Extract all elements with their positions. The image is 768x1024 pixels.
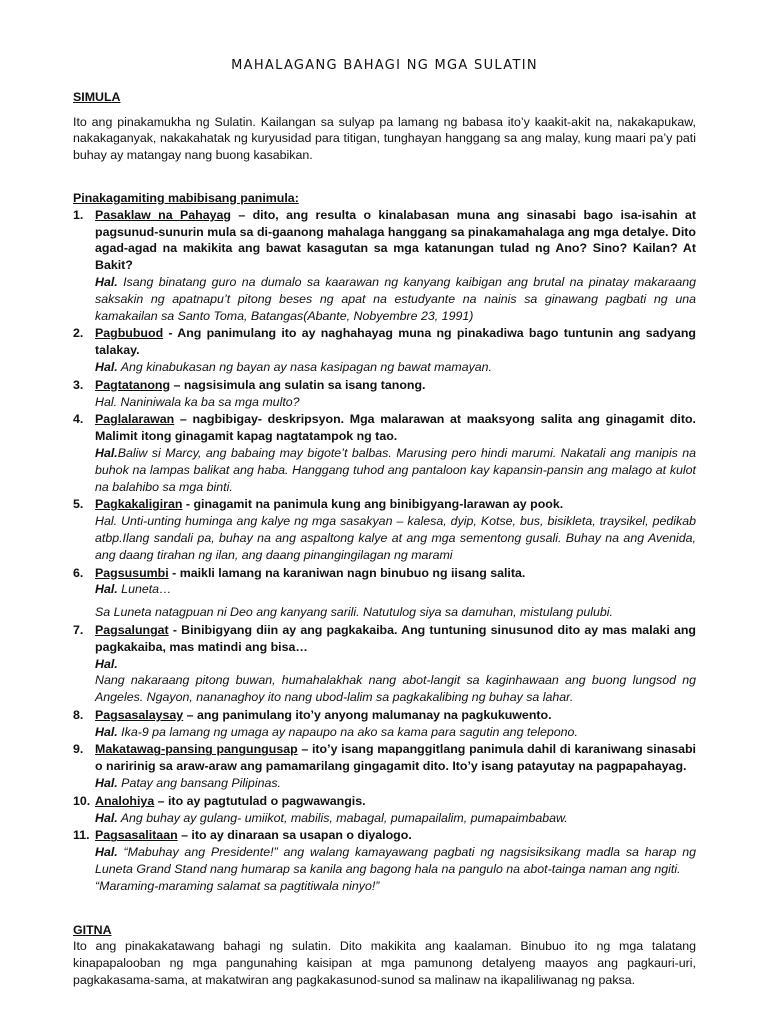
example-label: Hal. xyxy=(95,776,118,791)
list-item xyxy=(73,325,696,375)
item-term: Pagsasalaysay xyxy=(95,707,184,722)
example-label: Hal. xyxy=(95,724,118,739)
item-description: – ito ay pagtutulad o pagwawangis. xyxy=(154,793,366,808)
item-number: 7. xyxy=(73,622,84,637)
panimula-heading: Pinakagamiting mabibisang panimula: xyxy=(73,190,299,205)
example-text: Luneta… xyxy=(117,582,172,597)
example-text: Hal. Naniniwala ka ba sa mga multo? xyxy=(95,394,300,409)
item-term: Pagsusumbi xyxy=(95,565,169,580)
example-label: Hal. xyxy=(95,810,118,825)
item-number: 2. xyxy=(73,326,84,341)
example-text: Ang buhay ay gulang- umiikot, mabilis, mabagal, pumapailalim, pumapaimbabaw. xyxy=(117,810,568,825)
item-term: Pagsasalitaan xyxy=(95,828,178,843)
item-description: - Ang panimulang ito ay naghahayag muna ng pinakadiwa bago tuntunin ang sadyang talakay. xyxy=(95,326,696,358)
item-number: 8. xyxy=(73,707,84,722)
example-label: Hal. xyxy=(95,656,118,671)
item-term: Makatawag-pansing pangungusap xyxy=(95,742,298,757)
example-text: Patay ang bansang Pilipinas. xyxy=(117,776,281,791)
example-text: Ika-9 pa lamang ng umaga ay napaupo na ako sa kama para sagutin ang telepono. xyxy=(117,724,578,739)
item-description: – ito’y isang mapanggitlang panimula dahil di karaniwang sinasabi o naririnig sa araw-araw ang pamamarilang gingagamit dito. Ito’y isang patayutay na pagpapahayag. xyxy=(95,742,696,774)
item-description: - Binibigyang diin ay ang pagkakaiba. Ang tuntuning sinusunod dito ay mas malaki ang pagkakaiba, mas matindi ang bisa… xyxy=(95,622,696,654)
list-item xyxy=(73,707,696,741)
list-item xyxy=(73,411,696,495)
item-number: 9. xyxy=(73,742,84,757)
example-label: Hal. xyxy=(95,274,118,289)
list-item xyxy=(73,622,696,706)
example-text: Ang kinabukasan ng bayan ay nasa kasipagan ng bawat mamayan. xyxy=(117,359,493,374)
gitna-heading: GITNA xyxy=(73,922,112,937)
example-text: Isang binatang guro na dumalo sa kaarawan ng kanyang kaibigan ang brutal na pinatay makaraang saksakin ng apatnapu’t pitong beses ng apat na estudyante na nainis sa ginawang pagbati ng una kamakailan sa Santo Toma, Batangas(Abante, Nobyembre 23, 1991) xyxy=(95,274,696,323)
item-description: – nagbibigay- deskripsyon. Mga malarawan at maaksyong salita ang ginagamit dito. Malimit itong ginagamit kapag nagtatampok ng tao. xyxy=(95,412,696,444)
item-number: 10. xyxy=(73,793,91,808)
example-continuation: Sa Luneta natagpuan ni Deo ang kanyang sarili. Natutulog siya sa damuhan, mistulang pulubi. xyxy=(95,605,613,620)
list-item xyxy=(73,741,696,791)
list-item xyxy=(73,377,696,411)
item-term: Pagtatanong xyxy=(95,377,171,392)
item-number: 11. xyxy=(73,828,90,843)
list-item xyxy=(73,207,696,325)
item-number: 3. xyxy=(73,377,84,392)
example-label: Hal. xyxy=(95,445,118,460)
item-term: Pagkakaligiran xyxy=(95,497,183,512)
example-label: Hal. xyxy=(95,359,118,374)
list-item xyxy=(73,827,696,894)
example-text: Hal. Unti-unting huminga ang kalye ng mga sasakyan – kalesa, dyip, Kotse, bus, bisikleta, traysikel, pedikab atbp.Ilang sandali pa, buhay na ang aspaltong kalye at ang mga sementong gusali. Buhay na ang Avenida, ang daang tirahan ng ilan, ang daang pinangingilagan ng marami xyxy=(95,514,696,562)
example-label: Hal. xyxy=(95,845,118,860)
list-item xyxy=(73,565,696,621)
example-text: Baliw si Marcy, ang babaing may bigote’t balbas. Marusing pero hindi marumi. Nakatali ang manipis na buhok na lampas balikat ang haba. Hanggang tuhod ang pantaloon kay kapansin-pansin ang malago at kulot na balahibo sa mga binti. xyxy=(95,445,696,494)
item-description: – ang panimulang ito’y anyong malumanay na pagkukuwento. xyxy=(183,707,552,722)
item-term: Pasaklaw na Pahayag xyxy=(95,207,231,222)
simula-paragraph: Ito ang pinakamukha ng Sulatin. Kailangan sa sulyap pa lamang ng babasa ito’y kaakit-akit na, nakakapukaw, nakakaganyak, nakakahatak ng kuryusidad para titigan, tunghayan hanggang sa ang malay, kung maari pa’y pati buhay ay matangay nang buong kasabikan. xyxy=(73,114,696,163)
item-description: – nagsisimula ang sulatin sa isang tanong. xyxy=(170,377,426,392)
item-number: 1. xyxy=(73,207,84,222)
list-item xyxy=(73,496,696,563)
item-description: - ginagamit na panimula kung ang binibigyang-larawan ay pook. xyxy=(182,497,564,512)
item-description: – dito, ang resulta o kinalabasan muna ang sinasabi bago isa-isahin at pagsunud-sunurin mula sa di-gaanong mahalaga hanggang sa pinakamahalaga ang mga detalye. Dito agad-agad na makikita ang bawat kasagutan sa mga katanungan tulad ng Ano? Sino? Kailan? At Bakit? xyxy=(95,207,696,273)
item-number: 6. xyxy=(73,565,84,580)
page-title: MAHALAGANG BAHAGI NG MGA SULATIN xyxy=(231,58,538,73)
item-term: Pagsalungat xyxy=(95,622,169,637)
item-term: Paglalarawan xyxy=(95,412,175,427)
example-label: Hal. xyxy=(95,582,118,597)
example-text: “Mabuhay ang Presidente!” ang walang kamayawang pagbati ng nagsisiksikang madla sa harap ng Luneta Grand Stand nang humarap sa kanila ang bagong hala na pangulo na abot-tainga naman ang ngiti. xyxy=(95,845,696,877)
item-number: 4. xyxy=(73,412,84,427)
example-continuation: “Maraming-maraming salamat sa pagtitiwala ninyo!” xyxy=(95,878,380,893)
item-description: - maikli lamang na karaniwan nagn binubuo ng iisang salita. xyxy=(168,565,526,580)
gitna-paragraph: Ito ang pinakakatawang bahagi ng sulatin. Dito makikita ang kaalaman. Binubuo ito ng mga talatang kinapapalooban ng mga pangunahing kaisipan at mga pamunong detalyeng maayos ang pagkauri-uri, pagkakasama-sama, at makatwiran ang pagkakasunod-sunod sa malinaw na ikapaliliwanag ng paksa. xyxy=(73,939,696,988)
item-term: Analohiya xyxy=(95,793,155,808)
item-term: Pagbubuod xyxy=(95,326,164,341)
list-item xyxy=(73,793,696,827)
item-number: 5. xyxy=(73,497,84,512)
item-description: – ito ay dinaraan sa usapan o diyalogo. xyxy=(177,828,412,843)
panimula-list xyxy=(73,207,696,895)
simula-heading: SIMULA xyxy=(73,89,121,104)
example-continuation: Nang nakaraang pitong buwan, humahalakhak nang abot-langit sa kaginhawaan ang buong lungsod ng Angeles. Ngayon, nananaghoy ito nang ubod-lalim sa pagkakalibing ng buhay sa lahar. xyxy=(95,673,696,705)
